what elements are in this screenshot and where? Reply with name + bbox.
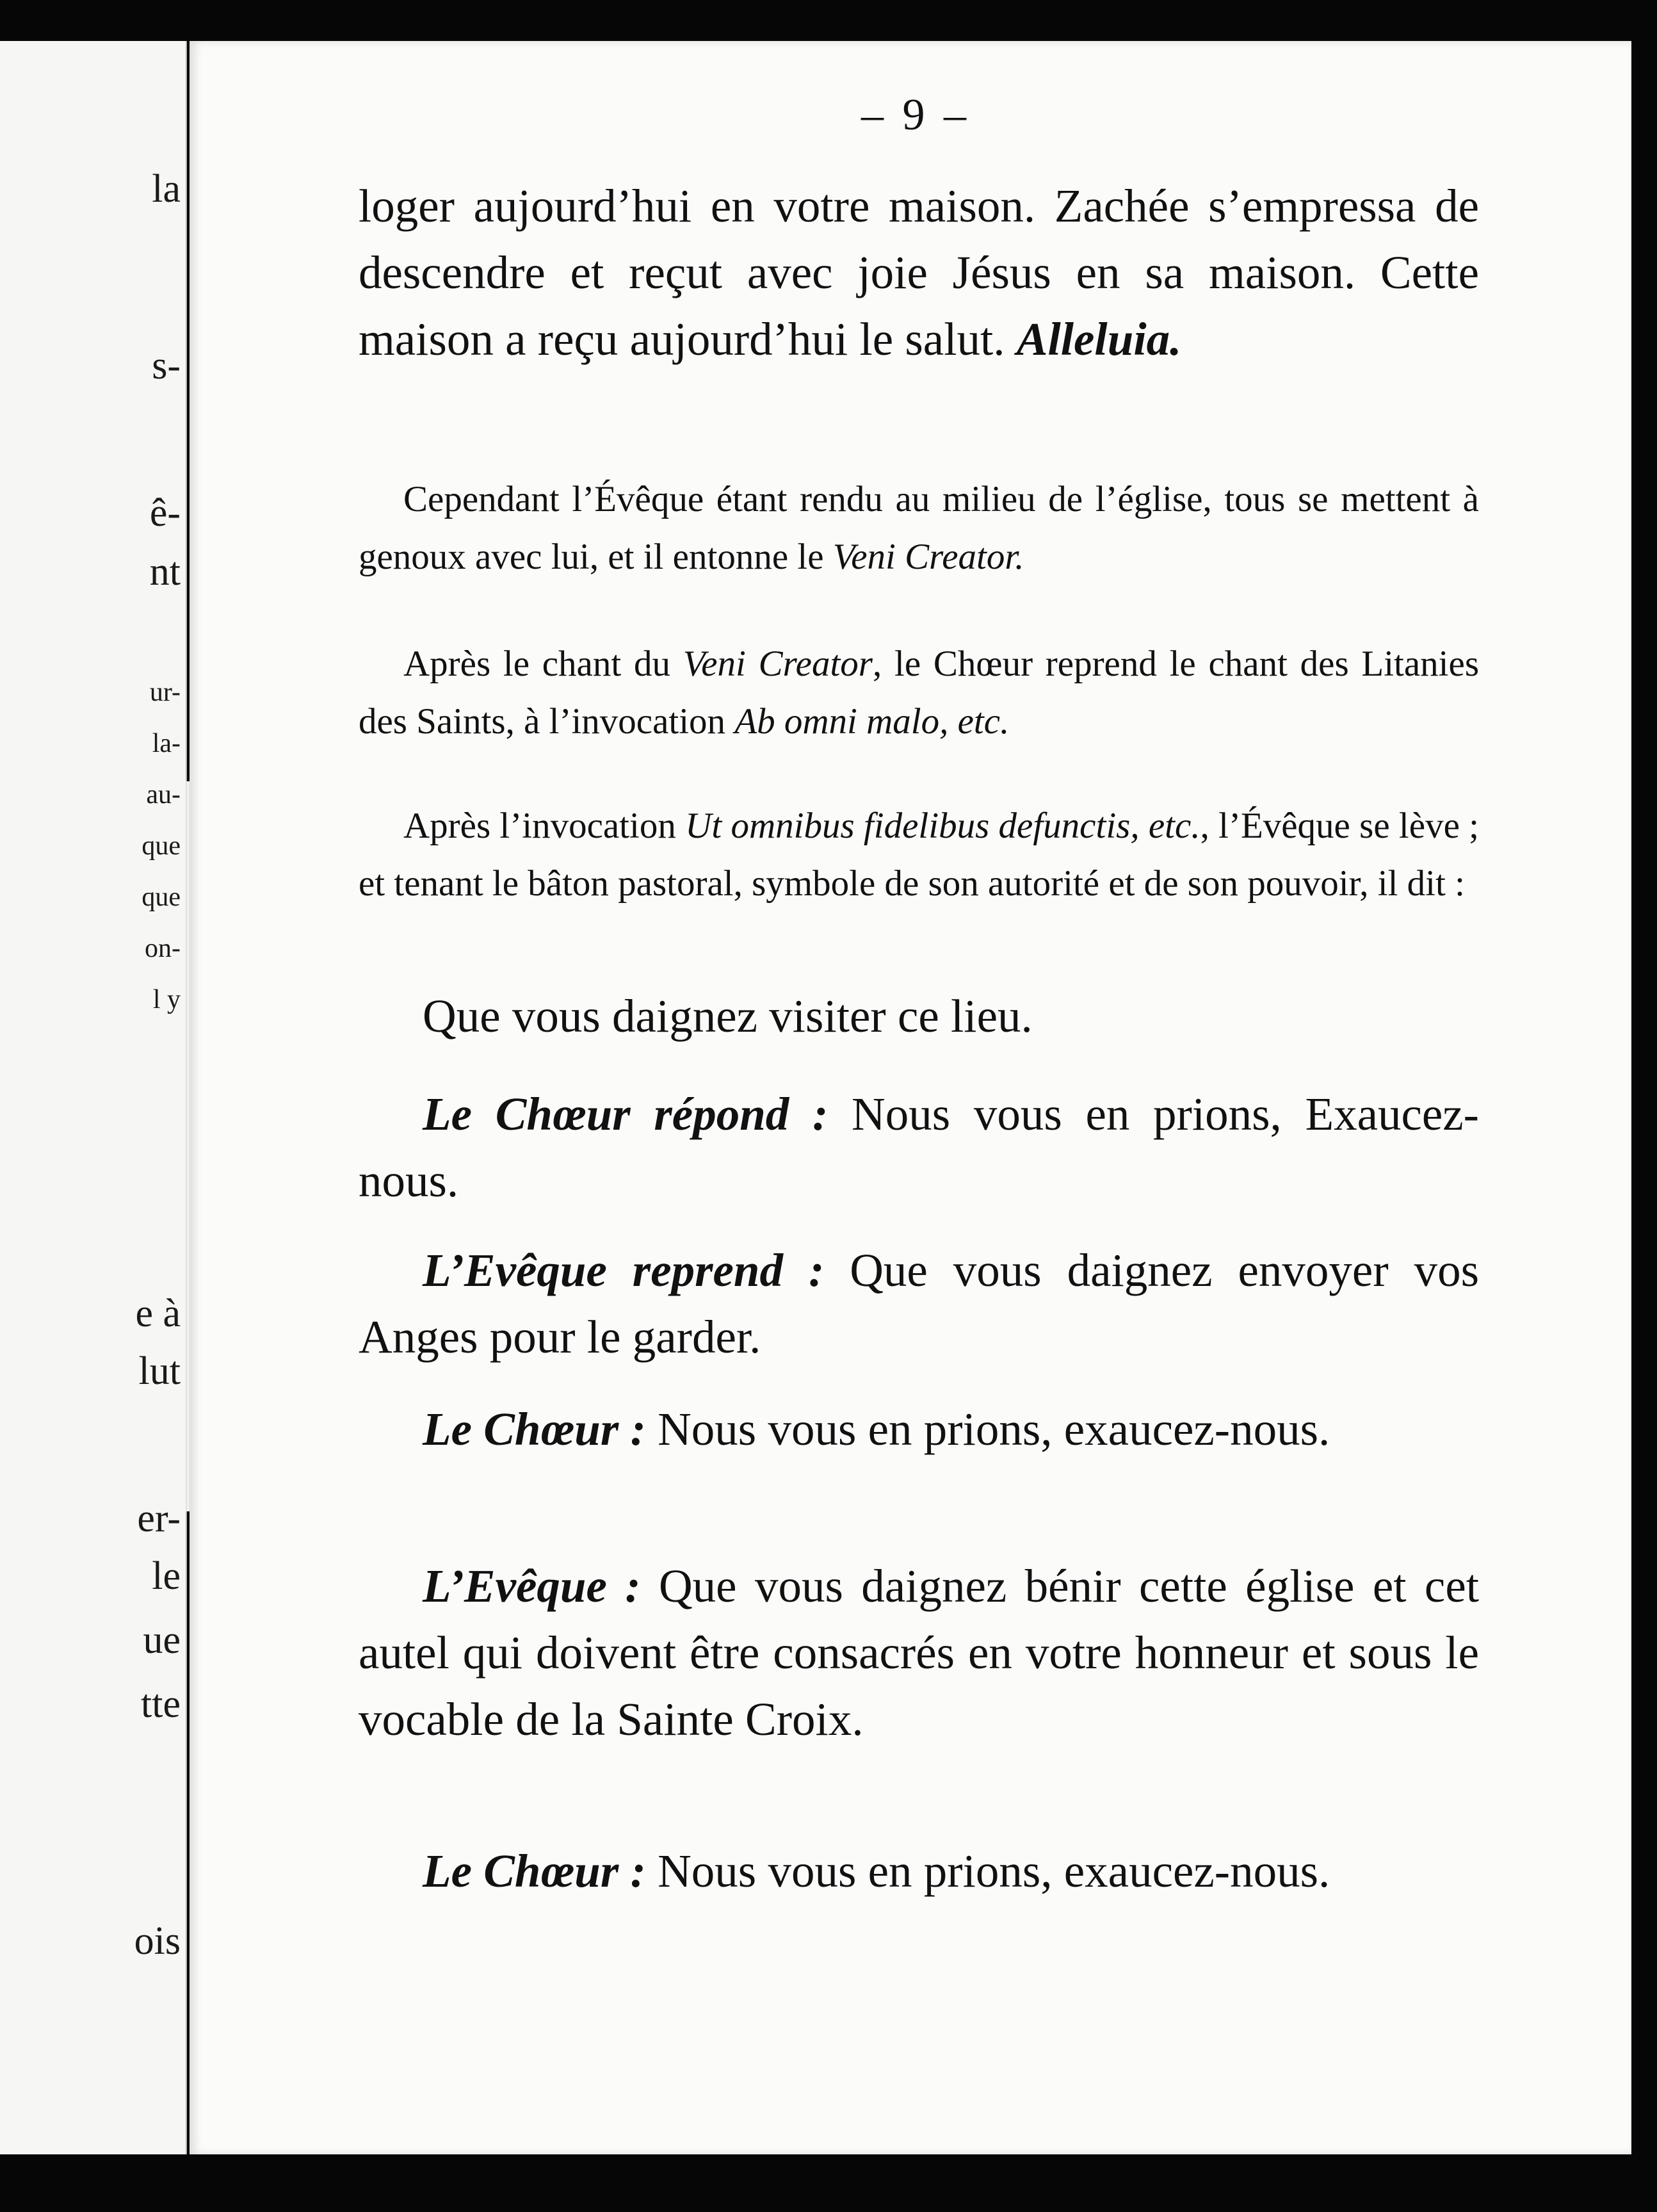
paragraph-1-text: loger aujourd’hui en votre maison. Zachée s’empressa de descendre et reçut avec joie Jésus en sa maison. Cette maison a reçu aujourd’hui le salut. [359,180,1479,365]
facing-page-fragment: que [141,882,181,912]
dialogue-line-1 [359,983,1479,1050]
alleluia: Alleluia. [1016,313,1182,365]
dialogue-choir-2 [359,1396,1479,1463]
rubric-3 [359,797,1479,913]
page-number: – 9 – [861,90,970,140]
dialogue-bishop-1-text: Que vous daignez envoyer vos Anges pour le garder. [359,1244,1479,1363]
facing-page-fragment: on- [145,934,181,963]
speaker-bishop: L’Evêque reprend : [423,1244,825,1296]
speaker-choir: Le Chœur : [423,1403,646,1455]
dialogue-choir-1 [359,1081,1479,1214]
dialogue-choir-2-text: Nous vous en prions, exaucez-nous. [658,1403,1330,1455]
facing-page-fragment: ur- [149,678,181,707]
rubric-3-ut-omnibus: Ut omnibus fidelibus defunctis, etc. [685,806,1200,846]
rubric-1 [359,471,1479,586]
dialogue-bishop-2 [359,1553,1479,1753]
scan-border-top [0,0,1657,41]
facing-page-fragment: e à [135,1292,181,1335]
facing-page-fragment: l y [152,985,181,1014]
facing-page-fragment: la- [152,729,181,758]
facing-page-fragment: ê- [149,491,181,535]
rubric-2-ab-omni: Ab omni malo, etc. [734,701,1010,742]
facing-page-fragment: er- [137,1497,181,1540]
rubric-2 [359,635,1479,751]
rubric-2-veni: Veni Creator [683,644,873,684]
facing-page-fragment: la [152,167,181,211]
facing-page-fragment: tte [141,1682,181,1726]
facing-page-fragment: nt [149,550,181,594]
speaker-choir: Le Chœur : [423,1845,646,1897]
facing-page-fragment: lut [138,1349,181,1393]
rubric-3-text-a: Après l’invocation [403,806,676,846]
dialogue-bishop-2-text: Que vous daignez bénir cette église et cet autel qui doivent être consacrés en votre honneur et sous le vocable de la Sainte Croix. [359,1560,1480,1745]
facing-page-fragment: s- [152,344,181,387]
facing-page-fragment: le [152,1554,181,1598]
paragraph-1 [359,173,1479,373]
rubric-2-text-b: , le Chœur reprend le chant des Litanies des Saints, à l’invocation [359,644,1480,742]
dialogue-line-1-text: Que vous daignez visiter ce lieu. [423,990,1033,1042]
speaker-bishop: L’Evêque : [423,1560,641,1612]
rubric-3-text-b: , l’Évêque se lève ; et tenant le bâton pastoral, symbole de son autorité et de son pouvoir, il dit : [359,806,1479,904]
rubric-1-veni: Veni Creator. [832,537,1024,577]
rubric-2-text-a: Après le chant du [403,644,670,684]
dialogue-bishop-1 [359,1237,1479,1370]
dialogue-choir-3 [359,1838,1479,1905]
rubric-1-text: Cependant l’Évêque étant rendu au milieu de l’église, tous se mettent à genoux avec lui, et il entonne le [359,479,1479,577]
facing-page-fragment: ois [134,1919,181,1963]
facing-page-fragment: au- [146,780,181,809]
dialogue-choir-3-text: Nous vous en prions, exaucez-nous. [658,1845,1330,1897]
dialogue-choir-1-text: Nous vous en prions, Exaucez-nous. [359,1088,1479,1207]
scan-border-bottom [0,2157,1657,2212]
speaker-choir: Le Chœur répond : [423,1088,828,1140]
scan-border-right [1631,0,1657,2212]
facing-page-fragment: que [141,831,181,861]
facing-page-fragment: ue [143,1618,181,1662]
